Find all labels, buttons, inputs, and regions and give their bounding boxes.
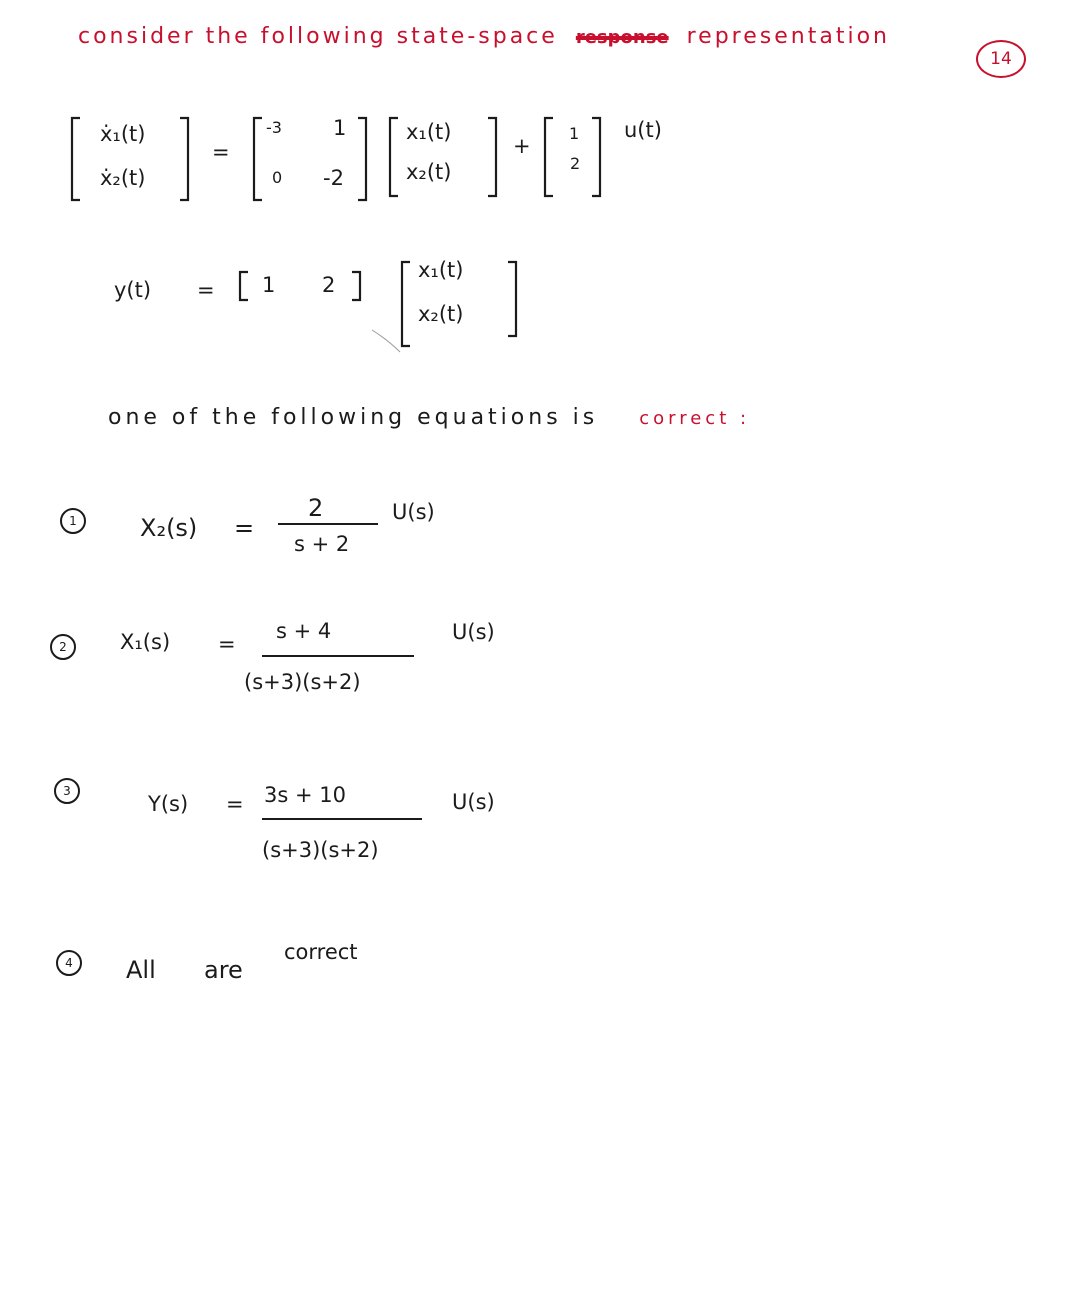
option-2-denominator: (s+3)(s+2) <box>244 670 361 694</box>
intro-prefix: one of the following equations is <box>108 405 599 430</box>
c-2: 2 <box>322 273 336 297</box>
x2: x₂(t) <box>406 160 452 184</box>
output-lhs: y(t) <box>114 278 152 302</box>
option-3-number: 3 <box>54 778 80 804</box>
output-equals: = <box>197 278 215 302</box>
output-x2: x₂(t) <box>418 302 464 326</box>
option-3-numerator: 3s + 10 <box>264 783 346 807</box>
option-1-factor: U(s) <box>392 500 435 524</box>
b-1: 1 <box>569 124 580 143</box>
option-2-lhs: X₁(s) <box>120 630 171 654</box>
statement-prefix: consider the following state-space <box>78 24 558 49</box>
c-1: 1 <box>262 273 276 297</box>
option-2-fraction-bar <box>262 655 414 657</box>
output-x1: x₁(t) <box>418 258 464 282</box>
lhs-x1-dot: ẋ₁(t) <box>100 122 146 146</box>
lhs-x2-dot: ẋ₂(t) <box>100 166 146 190</box>
options-intro <box>108 405 750 430</box>
question-number-badge: 14 <box>976 40 1026 78</box>
option-4-correct: correct <box>284 940 358 964</box>
option-4-all: All <box>126 956 156 984</box>
option-3-denominator: (s+3)(s+2) <box>262 838 379 862</box>
option-1-number: 1 <box>60 508 86 534</box>
statement-suffix: representation <box>686 24 890 49</box>
option-3-fraction-bar <box>262 818 422 820</box>
option-4-are: are <box>204 956 243 984</box>
a-12: 1 <box>333 116 347 140</box>
option-1-denominator: s + 2 <box>294 532 350 556</box>
option-1-equals: = <box>234 514 255 542</box>
a-22: -2 <box>323 166 344 190</box>
option-1-numerator: 2 <box>308 494 324 522</box>
a-21: 0 <box>272 168 283 187</box>
matrix-brackets <box>0 0 1080 420</box>
x1: x₁(t) <box>406 120 452 144</box>
option-3-equals: = <box>226 792 244 816</box>
option-2-equals: = <box>218 632 236 656</box>
option-2-numerator: s + 4 <box>276 619 332 643</box>
option-3-lhs: Y(s) <box>148 792 189 816</box>
a-11: -3 <box>266 118 282 137</box>
state-equals: = <box>212 140 230 164</box>
option-2-number: 2 <box>50 634 76 660</box>
option-4-number: 4 <box>56 950 82 976</box>
option-2-factor: U(s) <box>452 620 495 644</box>
struck-word: response <box>575 27 669 48</box>
option-3-factor: U(s) <box>452 790 495 814</box>
b-2: 2 <box>570 154 581 173</box>
intro-correct: correct : <box>639 408 751 429</box>
state-plus: + <box>513 134 531 158</box>
option-1-lhs: X₂(s) <box>140 514 198 542</box>
input-u: u(t) <box>624 118 662 142</box>
option-1-fraction-bar <box>278 523 378 525</box>
